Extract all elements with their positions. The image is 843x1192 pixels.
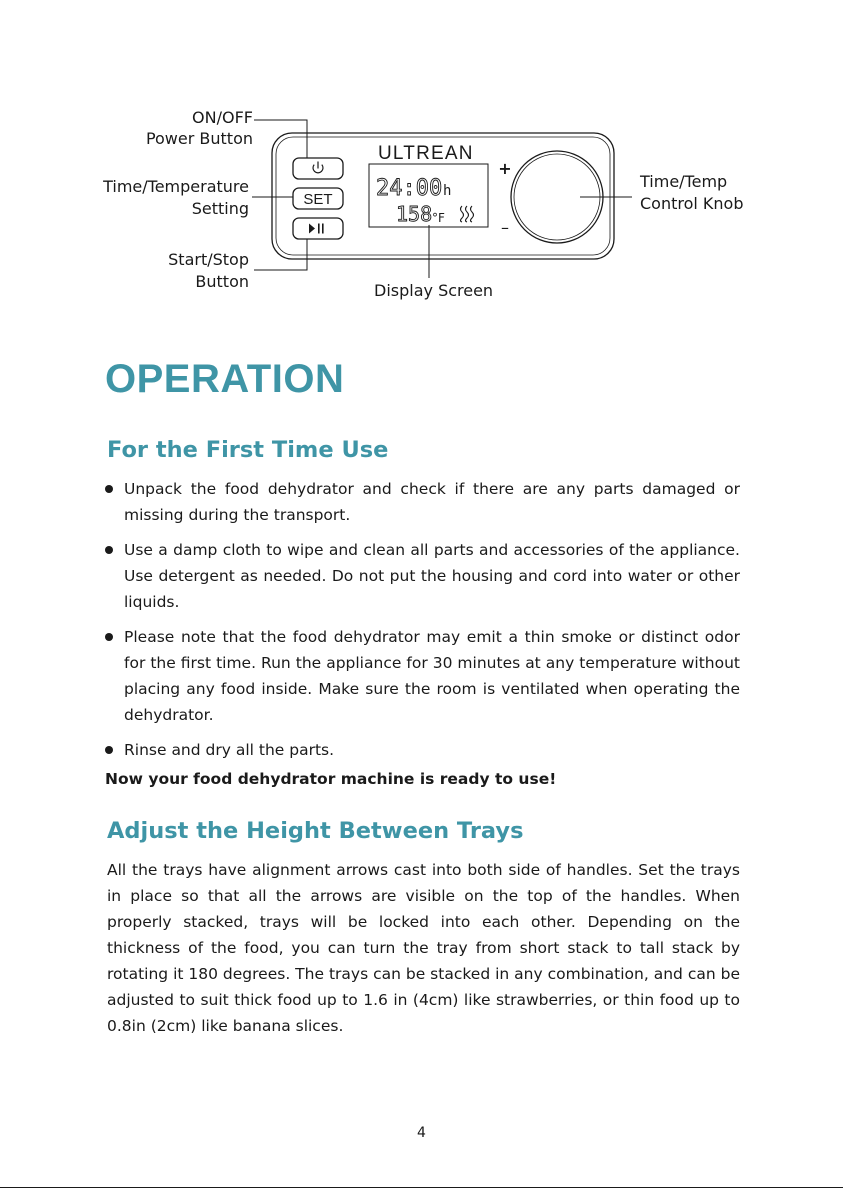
display-screen: [369, 164, 488, 227]
knob-minus-mark: –: [501, 218, 509, 237]
list-item: Unpack the food dehydrator and check if there are any parts damaged or missing during the transport.: [104, 476, 740, 528]
start-stop-label-line2: Button: [195, 272, 249, 291]
bullet-icon: [105, 485, 113, 493]
setting-label-line2: Setting: [191, 199, 249, 218]
brand-logo: ULTREAN: [378, 143, 474, 164]
adjust-heading: Adjust the Height Between Trays: [107, 818, 524, 844]
display-temp-unit: °F: [432, 211, 445, 225]
first-use-list: [104, 476, 740, 772]
adjust-paragraph: All the trays have alignment arrows cast into both side of handles. Set the trays in place so that all the arrows are visible on the top of the handles. When properly stacked, trays will be locked into each other. Depending on the thickness of the food, you can turn the tray from short stack to tall stack by rotating it 180 degrees. The trays can be stacked in any combination, and can be adjusted to suit thick food up to 1.6 in (4cm) like strawberries, or thin food up to 0.8in (2cm) like banana slices.: [107, 861, 740, 1035]
power-button-label-line1: ON/OFF: [192, 108, 253, 127]
set-button[interactable]: [293, 188, 343, 209]
display-screen-label: Display Screen: [374, 281, 494, 300]
display-temp: 158: [396, 202, 433, 226]
control-panel-diagram: [0, 0, 843, 320]
start-stop-button[interactable]: [293, 218, 343, 239]
first-use-heading: For the First Time Use: [107, 437, 389, 463]
start-stop-label-line1: Start/Stop: [168, 250, 249, 269]
page-number: 4: [417, 1125, 426, 1141]
knob-label-line1: Time/Temp: [640, 172, 728, 191]
display-time-unit: h: [443, 183, 452, 199]
control-panel-illustration: [0, 0, 843, 320]
ready-statement: Now your food dehydrator machine is ready to use!: [105, 770, 557, 788]
display-time: 24:00: [376, 176, 443, 201]
list-item: Use a damp cloth to wipe and clean all parts and accessories of the appliance. Use detergent as needed. Do not put the housing and cord into water or other liquids.: [104, 537, 740, 615]
knob-plus-mark: +: [498, 159, 512, 178]
list-item: Rinse and dry all the parts.: [104, 737, 740, 763]
bullet-icon: [105, 746, 113, 754]
bullet-icon: [105, 546, 113, 554]
setting-label-line1: Time/Temperature: [103, 177, 249, 196]
knob-label-line2: Control Knob: [640, 194, 744, 213]
bottom-rule: [0, 1187, 843, 1188]
page-title: OPERATION: [105, 357, 345, 401]
power-button-label-line2: Power Button: [145, 129, 253, 148]
list-item: Please note that the food dehydrator may emit a thin smoke or distinct odor for the first time. Run the appliance for 30 minutes at any temperature without placing any food inside. Make sure the room is ventilated when operating the dehydrator.: [104, 624, 740, 728]
bullet-icon: [105, 633, 113, 641]
power-button[interactable]: [293, 158, 343, 179]
set-button-label: SET: [303, 191, 333, 208]
